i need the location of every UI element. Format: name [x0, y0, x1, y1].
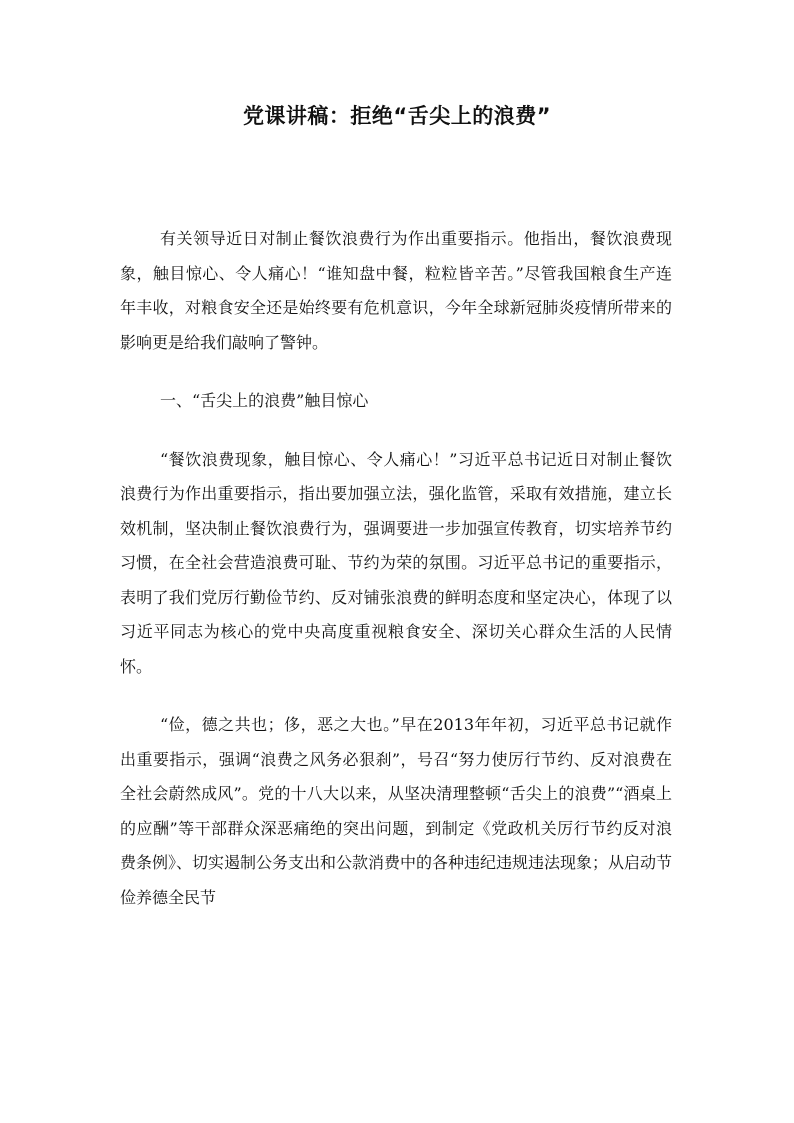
- paragraph-body-1: “餐饮浪费现象，触目惊心、令人痛心！”习近平总书记近日对制止餐饮浪费行为作出重要指示，指出要加强立法，强化监管，采取有效措施，建立长效机制，坚决制止餐饮浪费行为，强调要进一步加强宣传教育，切实培养节约习惯，在全社会营造浪费可耻、节约为荣的氛围。习近平总书记的重要指示，表明了我们党厉行勤俭节约、反对铺张浪费的鲜明态度和坚定决心，体现了以习近平同志为核心的党中央高度重视粮食安全、深切关心群众生活的人民情怀。: [120, 449, 672, 676]
- section-heading: 一、“舌尖上的浪费”触目惊心: [160, 391, 369, 410]
- paragraph-gap: [120, 419, 672, 443]
- document-body: [120, 222, 672, 915]
- document-title: 党课讲稿：拒绝“舌尖上的浪费”: [242, 104, 552, 128]
- paragraph-intro: 有关领导近日对制止餐饮浪费行为作出重要指示。他指出，餐饮浪费现象，触目惊心、令人痛心！“谁知盘中餐，粒粒皆辛苦。”尽管我国粮食生产连年丰收，对粮食安全还是始终要有危机意识，今年全球新冠肺炎疫情所带来的影响更是给我们敲响了警钟。: [120, 229, 672, 352]
- paragraph-body-2: “俭，德之共也；侈，恶之大也。”早在2013年年初，习近平总书记就作出重要指示，强调“浪费之风务必狠刹”，号召“努力使厉行节约、反对浪费在全社会蔚然成风”。党的十八大以来，从坚决清理整顿“舌尖上的浪费”“酒桌上的应酬”等干部群众深恶痛绝的突出问题，到制定《党政机关厉行节约反对浪费条例》、切实遏制公务支出和公款消费中的各种违纪违规违法现象；从启动节俭养德全民节: [120, 715, 673, 907]
- paragraph-gap: [120, 360, 672, 384]
- paragraph-gap: [120, 684, 672, 708]
